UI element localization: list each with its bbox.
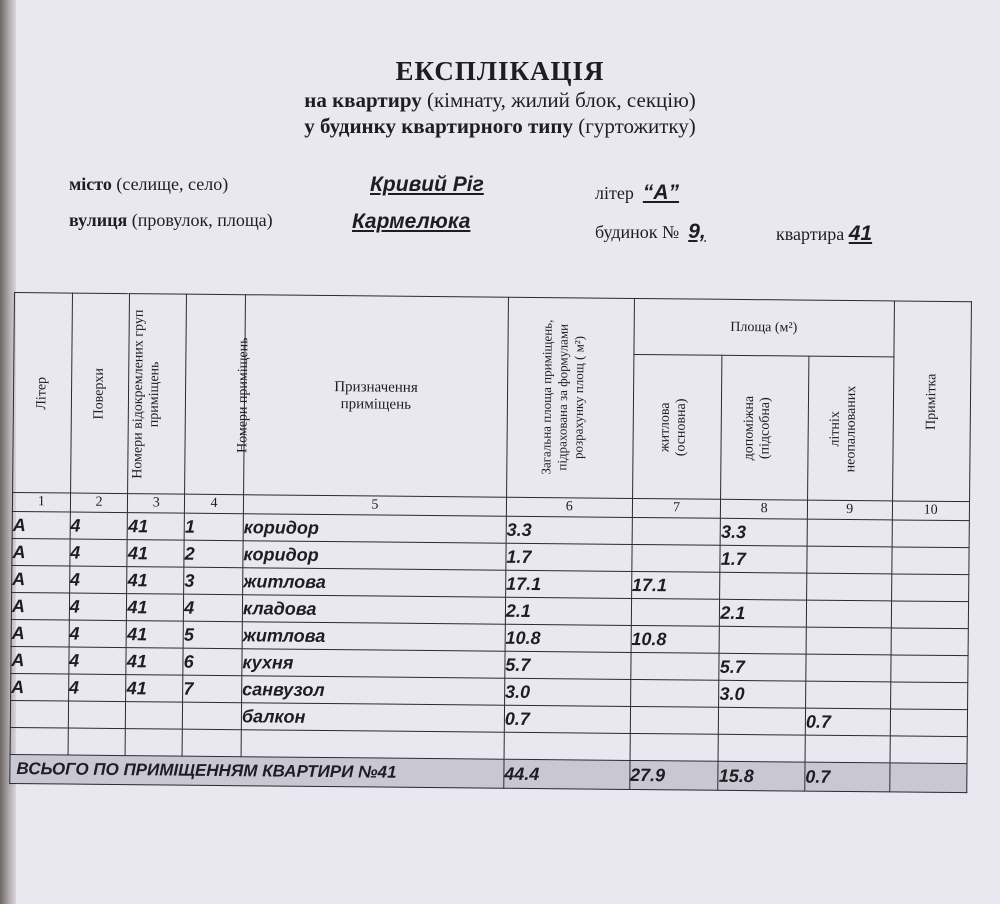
header-purpose [244, 295, 509, 498]
col-num: 8 [721, 499, 808, 519]
cell-total [504, 732, 630, 760]
cell-liter [10, 700, 68, 728]
col-num: 4 [185, 494, 244, 514]
house-label: будинок № [595, 222, 680, 242]
cell-living [630, 733, 719, 761]
cell-group: 41 [127, 567, 184, 595]
header-row-top [14, 293, 971, 358]
cell-purpose [241, 730, 504, 760]
cell-total: 2.1 [505, 597, 631, 625]
cell-group: 41 [128, 513, 185, 541]
col-num: 3 [128, 494, 185, 514]
cell-group: 41 [126, 675, 183, 703]
cell-purpose: балкон [241, 703, 504, 733]
col-num: 9 [807, 500, 892, 520]
header-group-numbers [128, 294, 187, 495]
cell-group: 41 [126, 648, 183, 676]
document-header [0, 56, 1000, 139]
cell-aux [718, 734, 805, 762]
cell-total: 3.0 [504, 678, 630, 706]
explication-table [9, 292, 972, 793]
col-num: 7 [632, 498, 721, 518]
header-liter-text: Літер [34, 376, 50, 410]
total-living: 27.9 [629, 760, 718, 790]
cell-summer [805, 735, 890, 763]
cell-note [891, 574, 969, 602]
col-num: 5 [243, 495, 506, 517]
house-value: 9, [688, 220, 706, 243]
col-num: 6 [506, 497, 632, 517]
cell-liter: А [12, 565, 70, 593]
cell-note [891, 547, 969, 575]
cell-note [892, 520, 970, 548]
cell-aux: 5.7 [719, 653, 806, 681]
col-num: 10 [892, 501, 970, 521]
house-line [595, 220, 706, 244]
cell-note [891, 628, 969, 656]
street-label-rest: (провулок, площа) [127, 210, 273, 230]
cell-summer [807, 573, 892, 601]
header-liter [13, 293, 73, 494]
cell-purpose: коридор [243, 514, 506, 544]
cell-floor: 4 [69, 566, 127, 594]
cell-purpose: коридор [243, 541, 506, 571]
header-area-group [634, 298, 894, 356]
cell-floor: 4 [70, 539, 128, 567]
cell-floor [68, 728, 126, 756]
cell-total: 1.7 [506, 543, 632, 571]
header-note [892, 301, 971, 502]
header-total-area [506, 297, 634, 498]
document-title: ЕКСПЛІКАЦІЯ [395, 56, 605, 86]
subtitle-1-rest: (кімнату, жилий блок, секцію) [421, 88, 696, 112]
header-living [632, 354, 722, 499]
cell-floor: 4 [69, 647, 127, 675]
cell-aux [720, 572, 807, 600]
header-purpose-text: Призначення приміщень [334, 378, 418, 413]
cell-living [630, 706, 719, 734]
header-floors-text: Поверхи [91, 367, 108, 420]
cell-purpose: кладова [242, 595, 505, 625]
cell-note [890, 682, 968, 710]
cell-floor: 4 [68, 674, 126, 702]
cell-summer [806, 600, 891, 628]
cell-purpose: санвузол [242, 676, 505, 706]
cell-note [890, 709, 968, 737]
col-num: 2 [70, 493, 128, 513]
cell-living [632, 544, 721, 572]
table-body [10, 511, 969, 763]
cell-note [891, 601, 969, 629]
cell-summer [806, 627, 891, 655]
cell-living [631, 598, 720, 626]
cell-group: 41 [127, 594, 184, 622]
apartment-line [776, 222, 872, 246]
subtitle-2-bold: у будинку квартирного типу [304, 114, 574, 138]
cell-room: 4 [184, 594, 243, 622]
cell-room [182, 729, 241, 757]
cell-total: 0.7 [504, 705, 630, 733]
cell-liter [10, 727, 68, 755]
header-living-text: житлова (основна) [657, 397, 689, 456]
cell-summer [807, 519, 892, 547]
cell-aux: 3.0 [719, 680, 806, 708]
cell-liter: А [12, 511, 70, 539]
city-label [69, 174, 228, 195]
city-label-rest: (селище, село) [111, 174, 229, 194]
apartment-value: 41 [848, 222, 873, 245]
cell-total: 5.7 [505, 651, 631, 679]
header-floors [70, 293, 130, 494]
total-area: 44.4 [504, 759, 630, 789]
apartment-label: квартира [776, 224, 845, 244]
cell-liter: А [12, 538, 70, 566]
header-summer [808, 356, 894, 501]
col-num: 1 [12, 492, 70, 512]
cell-liter: А [11, 619, 69, 647]
cell-living [630, 652, 719, 680]
cell-group: 41 [127, 621, 184, 649]
subtitle-1-bold: на квартиру [304, 88, 422, 112]
header-group-numbers-text: Номери відокремлених груп приміщень [130, 309, 163, 479]
header-summer-text: літніх неопалюваних [827, 385, 860, 472]
total-label: ВСЬОГО ПО ПРИМІЩЕННЯМ КВАРТИРИ №41 [10, 754, 504, 788]
cell-room: 7 [183, 675, 242, 703]
cell-aux: 1.7 [720, 545, 807, 573]
header-auxiliary-text: допоміжна (підсобна) [741, 395, 774, 460]
cell-purpose: житлова [242, 622, 505, 652]
cell-total: 17.1 [505, 570, 631, 598]
cell-room: 1 [184, 513, 243, 541]
cell-liter: А [11, 673, 69, 701]
cell-liter: А [11, 646, 69, 674]
cell-floor: 4 [69, 620, 127, 648]
street-value: Кармелюка [352, 210, 471, 233]
cell-summer [807, 546, 892, 574]
cell-room [182, 702, 241, 730]
header-area-group-text: Площа (м²) [730, 319, 798, 336]
cell-aux [719, 626, 806, 654]
subtitle-2-rest: (гуртожитку) [573, 114, 696, 138]
street-label-bold: вулиця [69, 210, 128, 230]
cell-note [890, 736, 968, 764]
header-room-numbers [185, 294, 252, 495]
cell-group [126, 702, 183, 730]
cell-note [890, 655, 968, 683]
cell-summer [806, 654, 891, 682]
cell-summer [806, 681, 891, 709]
cell-total: 3.3 [506, 516, 632, 544]
cell-total: 10.8 [505, 624, 631, 652]
cell-living [632, 517, 721, 545]
liter-value: “A” [642, 181, 680, 204]
cell-purpose: кухня [242, 649, 505, 679]
total-summer: 0.7 [805, 762, 890, 792]
cell-floor [68, 701, 126, 729]
city-value: Кривий Ріг [370, 173, 484, 196]
cell-room: 5 [183, 621, 242, 649]
cell-summer: 0.7 [805, 708, 890, 736]
header-total-area-text: Загальна площа приміщень, підрахована за формулами розрахунку площ ( м²) [538, 319, 587, 475]
total-note [889, 763, 967, 793]
header-note-text: Примітка [923, 373, 940, 430]
cell-floor: 4 [70, 512, 128, 540]
cell-room: 2 [184, 540, 243, 568]
cell-liter: А [11, 592, 69, 620]
subtitle-line-1 [0, 88, 1000, 113]
cell-living: 17.1 [631, 571, 720, 599]
cell-living: 10.8 [631, 625, 720, 653]
cell-aux: 2.1 [720, 599, 807, 627]
cell-group: 41 [127, 540, 184, 568]
cell-purpose: житлова [243, 568, 506, 598]
liter-line [595, 181, 679, 205]
liter-label: літер [595, 183, 634, 203]
subtitle-line-2 [0, 114, 1000, 139]
cell-aux [719, 707, 806, 735]
cell-room: 3 [184, 567, 243, 595]
cell-living [630, 679, 719, 707]
total-aux: 15.8 [718, 761, 805, 791]
cell-aux: 3.3 [720, 518, 807, 546]
cell-room: 6 [183, 648, 242, 676]
cell-floor: 4 [69, 593, 127, 621]
city-label-bold: місто [69, 174, 112, 194]
header-auxiliary [721, 355, 809, 500]
street-label [69, 210, 273, 231]
header-room-numbers-text: Номери приміщень [235, 336, 252, 453]
cell-group [126, 729, 183, 757]
